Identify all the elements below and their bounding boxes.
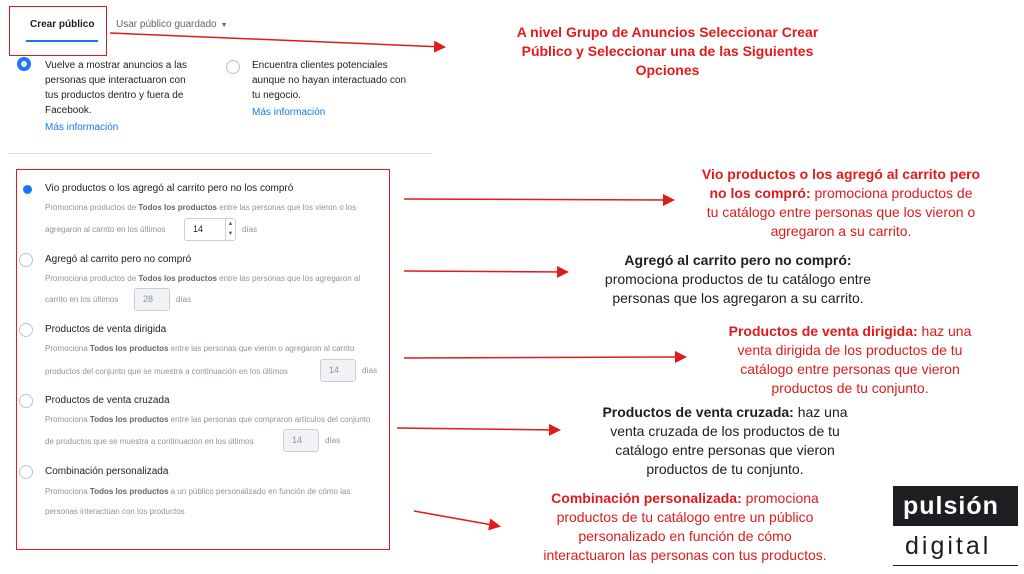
anno-text: promociona productos de: [810, 185, 973, 201]
anno-bold: Agregó al carrito pero no compró:: [624, 252, 852, 268]
anno-line: personalizado en función de cómo: [578, 528, 792, 544]
item-desc-line2: de productos que se muestra a continuación en los últimos: [45, 437, 254, 446]
radio[interactable]: [19, 465, 33, 479]
desc-text: Promociona productos de: [45, 203, 139, 212]
anno-bold: Productos de venta cruzada:: [602, 404, 794, 420]
prospecting-radio[interactable]: [226, 60, 240, 74]
desc-text: entre las personas que compraron artículos del conjunto: [168, 415, 371, 424]
anno-line: venta dirigida de los productos de tu: [737, 342, 963, 358]
anno-line: catálogo entre personas que vieron: [740, 361, 960, 377]
option-line: aunque no hayan interactuado con: [252, 75, 407, 86]
anno-line: venta cruzada de los productos de tu: [610, 423, 840, 439]
item-desc-line2: productos del conjunto que se muestra a continuación en los últimos: [45, 367, 288, 376]
anno-line: productos de tu conjunto.: [646, 461, 804, 477]
desc-bold: Todos los productos: [138, 274, 217, 283]
item-title-cross-sell: Productos de venta cruzada: [45, 395, 170, 406]
more-info-link[interactable]: Más información: [252, 107, 326, 118]
tab-saved-audience[interactable]: [116, 19, 228, 30]
highlight-box-tab: [9, 6, 107, 56]
desc-text: entre las personas que los vieron o los: [216, 203, 357, 212]
item-desc-line2: carrito en los últimos: [45, 295, 119, 304]
selected-radio[interactable]: [23, 185, 32, 194]
caret-down-icon: ▼: [220, 22, 228, 29]
anno-line: interactuaron las personas con tus productos.: [543, 547, 827, 563]
item-desc: [45, 414, 370, 426]
desc-text: a un público personalizado en función de cómo las: [168, 487, 351, 496]
desc-bold: Todos los productos: [89, 344, 169, 353]
item-title-added-cart: Agregó al carrito pero no compró: [45, 254, 192, 265]
tab-create-audience[interactable]: Crear público: [30, 19, 95, 30]
desc-text: Promociona: [45, 415, 90, 424]
anno-bold: Productos de venta dirigida:: [728, 323, 918, 339]
item-desc: [45, 343, 354, 355]
days-value: 28: [143, 294, 154, 304]
anno-line: A nivel Grupo de Anuncios Seleccionar Crear: [516, 24, 819, 40]
desc-bold: Todos los productos: [89, 415, 169, 424]
desc-bold: Todos los productos: [89, 487, 169, 496]
anno-text: haz una: [793, 404, 848, 420]
desc-text: entre las personas que vieron o agregaron al carrito: [168, 344, 355, 353]
more-info-link[interactable]: Más información: [45, 122, 119, 133]
days-input[interactable]: [134, 288, 170, 311]
option-line: Vuelve a mostrar anuncios a las: [45, 60, 187, 71]
option-line: personas que interactuaron con: [45, 75, 186, 86]
desc-text: Promociona: [45, 487, 90, 496]
desc-text: Promociona: [45, 344, 90, 353]
prospecting-option-text: [252, 58, 406, 103]
days-label: días: [362, 366, 378, 375]
days-value: 14: [193, 224, 204, 234]
radio[interactable]: [19, 394, 33, 408]
annotation-dirigida: [690, 322, 1010, 398]
stepper-icon[interactable]: ▲ ▼: [225, 219, 235, 240]
desc-text: Promociona productos de: [45, 274, 139, 283]
option-line: Facebook.: [45, 105, 92, 116]
anno-bold: Vio productos o los agregó al carrito pero: [701, 166, 981, 182]
item-desc-line2: personas interactúan con los productos: [45, 507, 185, 516]
days-input[interactable]: [184, 218, 236, 241]
item-desc: [45, 273, 360, 285]
days-label: días: [325, 436, 341, 445]
days-input[interactable]: [283, 429, 319, 452]
item-desc: [45, 202, 356, 214]
option-line: Encuentra clientes potenciales: [252, 60, 388, 71]
radio[interactable]: [19, 253, 33, 267]
retarget-option-text: [45, 58, 187, 118]
option-line: tu negocio.: [252, 90, 301, 101]
anno-bold: Combinación personalizada:: [551, 490, 742, 506]
annotation-agrego: [568, 251, 908, 308]
anno-line: tu catálogo entre personas que los vieron o: [706, 204, 976, 220]
days-input[interactable]: [320, 359, 356, 382]
radio[interactable]: [19, 323, 33, 337]
anno-text: promociona: [741, 490, 819, 506]
annotation-combinacion: [505, 489, 865, 565]
logo-top: pulsión: [893, 486, 1018, 526]
item-desc: [45, 486, 350, 498]
days-label: días: [176, 295, 192, 304]
days-label: días: [242, 225, 258, 234]
item-title-viewed-or-added: Vio productos o los agregó al carrito pero no los compró: [45, 183, 294, 194]
anno-text: haz una: [917, 323, 972, 339]
anno-bold: no los compró:: [709, 185, 811, 201]
annotation-cruzada: [565, 403, 885, 479]
retarget-radio[interactable]: [17, 57, 31, 71]
audience-panel: [0, 0, 432, 574]
anno-line: personas que los agregaron a su carrito.: [612, 290, 864, 306]
anno-line: promociona productos de tu catálogo entre: [604, 271, 872, 287]
item-desc-line2: agregaron al carrito en los últimos: [45, 225, 166, 234]
anno-line: productos de tu conjunto.: [771, 380, 929, 396]
pulsion-digital-logo: [893, 486, 1018, 566]
days-value: 14: [329, 365, 340, 375]
desc-bold: Todos los productos: [138, 203, 217, 212]
anno-line: productos de tu catálogo entre un público: [556, 509, 814, 525]
item-title-upsell: Productos de venta dirigida: [45, 324, 167, 335]
logo-bottom: digital: [893, 526, 1018, 566]
desc-text: entre las personas que los agregaron al: [216, 274, 361, 283]
tab-saved-label: Usar público guardado: [116, 19, 217, 30]
anno-line: catálogo entre personas que vieron: [615, 442, 835, 458]
anno-line: Opciones: [635, 62, 700, 78]
arrow-dirigida: [404, 357, 684, 358]
item-title-custom-combination: Combinación personalizada: [45, 466, 169, 477]
anno-line: agregaron a su carrito.: [770, 223, 912, 239]
option-line: tus productos dentro y fuera de: [45, 90, 184, 101]
annotation-vio: [666, 165, 1016, 241]
annotation-header: [470, 23, 865, 80]
days-value: 14: [292, 435, 303, 445]
anno-line: Público y Seleccionar una de las Siguientes: [521, 43, 814, 59]
arrow-vio: [404, 199, 672, 200]
section-divider: [8, 153, 432, 154]
